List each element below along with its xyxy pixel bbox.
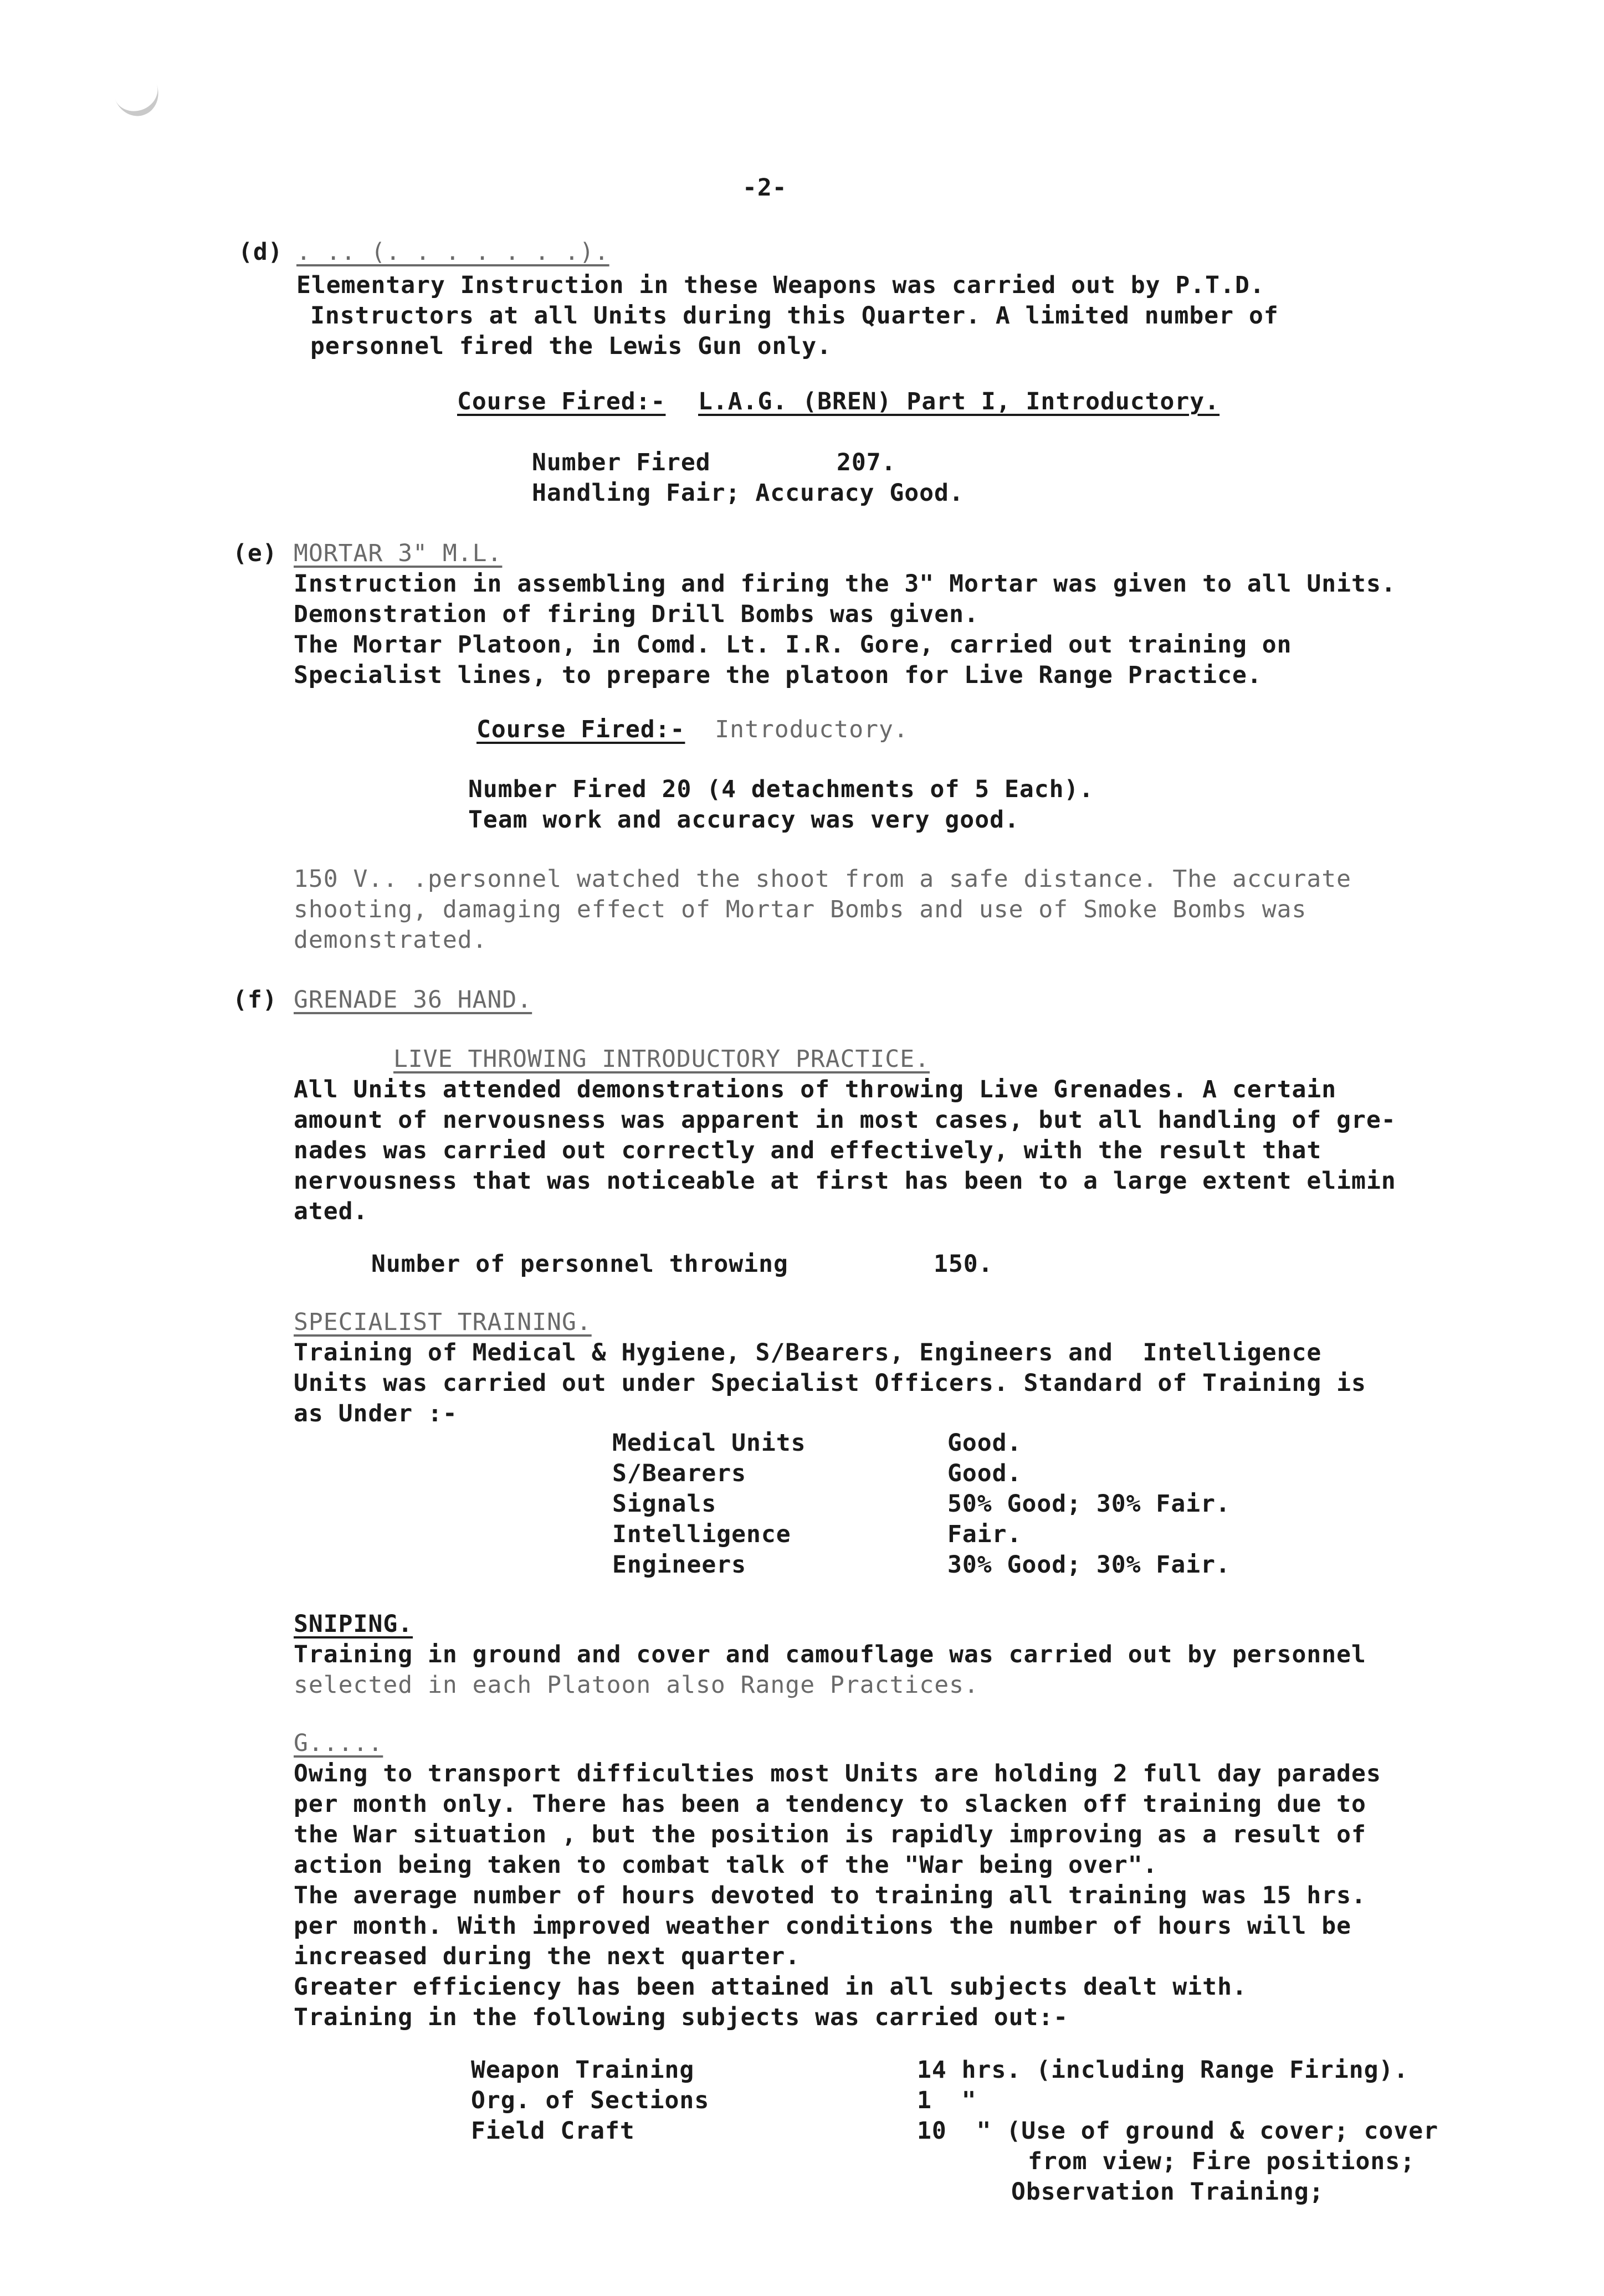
section-e-heading: MORTAR 3" M.L. bbox=[294, 540, 503, 567]
specialist-line-1: Training of Medical & Hygiene, S/Bearers, Engineers and Intelligence bbox=[294, 1339, 1322, 1367]
section-e-observers-line-1: 150 V.. .personnel watched the shoot from a safe distance. The accurate bbox=[294, 865, 1352, 893]
section-e-number-fired-value: 20 (4 detachments of 5 Each). bbox=[662, 775, 1094, 803]
page-number: -2- bbox=[742, 174, 787, 202]
section-d-course-label: Course Fired:- bbox=[457, 388, 666, 415]
section-f-line-5: ated. bbox=[294, 1198, 368, 1225]
specialist-line-3: as Under :- bbox=[294, 1400, 458, 1427]
sniping-line-2: selected in each Platoon also Range Practices. bbox=[294, 1671, 979, 1699]
section-e-observers-line-3: demonstrated. bbox=[294, 926, 488, 954]
section-d-line-3: personnel fired the Lewis Gun only. bbox=[310, 332, 832, 360]
section-e-course-label: Course Fired:- bbox=[476, 716, 685, 743]
section-f-line-3: nades was carried out correctly and effectively, with the result that bbox=[294, 1137, 1322, 1164]
standard-unit: Signals bbox=[612, 1490, 717, 1518]
section-d-course-value: L.A.G. (BREN) Part I, Introductory. bbox=[698, 388, 1220, 415]
section-f-throwing-label: Number of personnel throwing bbox=[371, 1250, 788, 1278]
section-e-line-2: Demonstration of firing Drill Bombs was given. bbox=[294, 600, 979, 628]
section-d-number-fired-label: Number Fired bbox=[532, 449, 711, 476]
general-line-9: Training in the following subjects was carried out:- bbox=[294, 2004, 1069, 2031]
standard-value: Good. bbox=[947, 1429, 1022, 1457]
section-e-line-1: Instruction in assembling and firing the 3" Mortar was given to all Units. bbox=[294, 570, 1396, 598]
specialist-line-2: Units was carried out under Specialist Officers. Standard of Training is bbox=[294, 1369, 1366, 1397]
field-craft-continuation-1: from view; Fire positions; bbox=[1028, 2148, 1416, 2175]
general-line-5: The average number of hours devoted to training all training was 15 hrs. bbox=[294, 1882, 1366, 1909]
field-craft-continuation-2: Observation Training; bbox=[1011, 2178, 1324, 2206]
section-f-line-4: nervousness that was noticeable at first has been to a large extent elimin bbox=[294, 1167, 1396, 1195]
standard-value: Fair. bbox=[947, 1521, 1022, 1548]
section-d-number-fired-value: 207. bbox=[837, 449, 896, 476]
subject-hours: 1 " bbox=[917, 2087, 977, 2114]
standard-unit: Medical Units bbox=[612, 1429, 806, 1457]
general-line-6: per month. With improved weather conditions the number of hours will be bbox=[294, 1912, 1352, 1940]
section-d-line-2: Instructors at all Units during this Quarter. A limited number of bbox=[310, 302, 1279, 330]
subject-name: Org. of Sections bbox=[471, 2087, 710, 2114]
standard-unit: Engineers bbox=[612, 1551, 746, 1579]
section-f-throwing-value: 150. bbox=[934, 1250, 993, 1278]
general-line-8: Greater efficiency has been attained in all subjects dealt with. bbox=[294, 1973, 1247, 2001]
section-e-observers-line-2: shooting, damaging effect of Mortar Bombs and use of Smoke Bombs was bbox=[294, 896, 1307, 923]
section-f-line-2: amount of nervousness was apparent in most cases, but all handling of gre- bbox=[294, 1106, 1396, 1134]
general-line-2: per month only. There has been a tendency to slacken off training due to bbox=[294, 1790, 1366, 1818]
standard-unit: S/Bearers bbox=[612, 1460, 746, 1487]
general-line-7: increased during the next quarter. bbox=[294, 1943, 801, 1970]
subject-hours: 10 " (Use of ground & cover; cover bbox=[917, 2117, 1439, 2145]
section-f-heading: GRENADE 36 HAND. bbox=[294, 986, 532, 1014]
sniping-line-1: Training in ground and cover and camouflage was carried out by personnel bbox=[294, 1641, 1366, 1668]
punch-hole-mark bbox=[106, 60, 165, 122]
section-d-marker: (d) bbox=[238, 238, 283, 266]
section-e-line-4: Specialist lines, to prepare the platoon for Live Range Practice. bbox=[294, 661, 1262, 689]
standard-unit: Intelligence bbox=[612, 1521, 791, 1548]
section-e-line-3: The Mortar Platoon, in Comd. Lt. I.R. Gore, carried out training on bbox=[294, 631, 1292, 659]
section-d-line-1: Elementary Instruction in these Weapons was carried out by P.T.D. bbox=[296, 271, 1265, 299]
section-e-course-value: Introductory. bbox=[715, 716, 909, 743]
sniping-heading: SNIPING. bbox=[294, 1610, 413, 1638]
section-f-subheading: LIVE THROWING INTRODUCTORY PRACTICE. bbox=[393, 1045, 930, 1073]
standard-value: 50% Good; 30% Fair. bbox=[947, 1490, 1231, 1518]
general-heading: G..... bbox=[294, 1729, 383, 1757]
section-e-marker: (e) bbox=[233, 540, 278, 567]
subject-name: Field Craft bbox=[471, 2117, 635, 2145]
section-d-handling: Handling Fair; Accuracy Good. bbox=[532, 479, 964, 507]
subject-name: Weapon Training bbox=[471, 2056, 695, 2084]
standard-value: Good. bbox=[947, 1460, 1022, 1487]
general-line-1: Owing to transport difficulties most Units are holding 2 full day parades bbox=[294, 1760, 1381, 1788]
general-line-3: the War situation , but the position is rapidly improving as a result of bbox=[294, 1821, 1366, 1848]
section-f-marker: (f) bbox=[233, 986, 278, 1014]
subject-hours: 14 hrs. (including Range Firing). bbox=[917, 2056, 1409, 2084]
general-line-4: action being taken to combat talk of the "War being over". bbox=[294, 1851, 1158, 1879]
standard-value: 30% Good; 30% Fair. bbox=[947, 1551, 1231, 1579]
section-d-heading: . .. (. . . . . . .). bbox=[296, 238, 609, 266]
section-e-number-fired-label: Number Fired bbox=[468, 775, 647, 803]
section-e-team-work: Team work and accuracy was very good. bbox=[468, 806, 1019, 834]
section-f-line-1: All Units attended demonstrations of throwing Live Grenades. A certain bbox=[294, 1076, 1337, 1103]
specialist-heading: SPECIALIST TRAINING. bbox=[294, 1308, 592, 1336]
